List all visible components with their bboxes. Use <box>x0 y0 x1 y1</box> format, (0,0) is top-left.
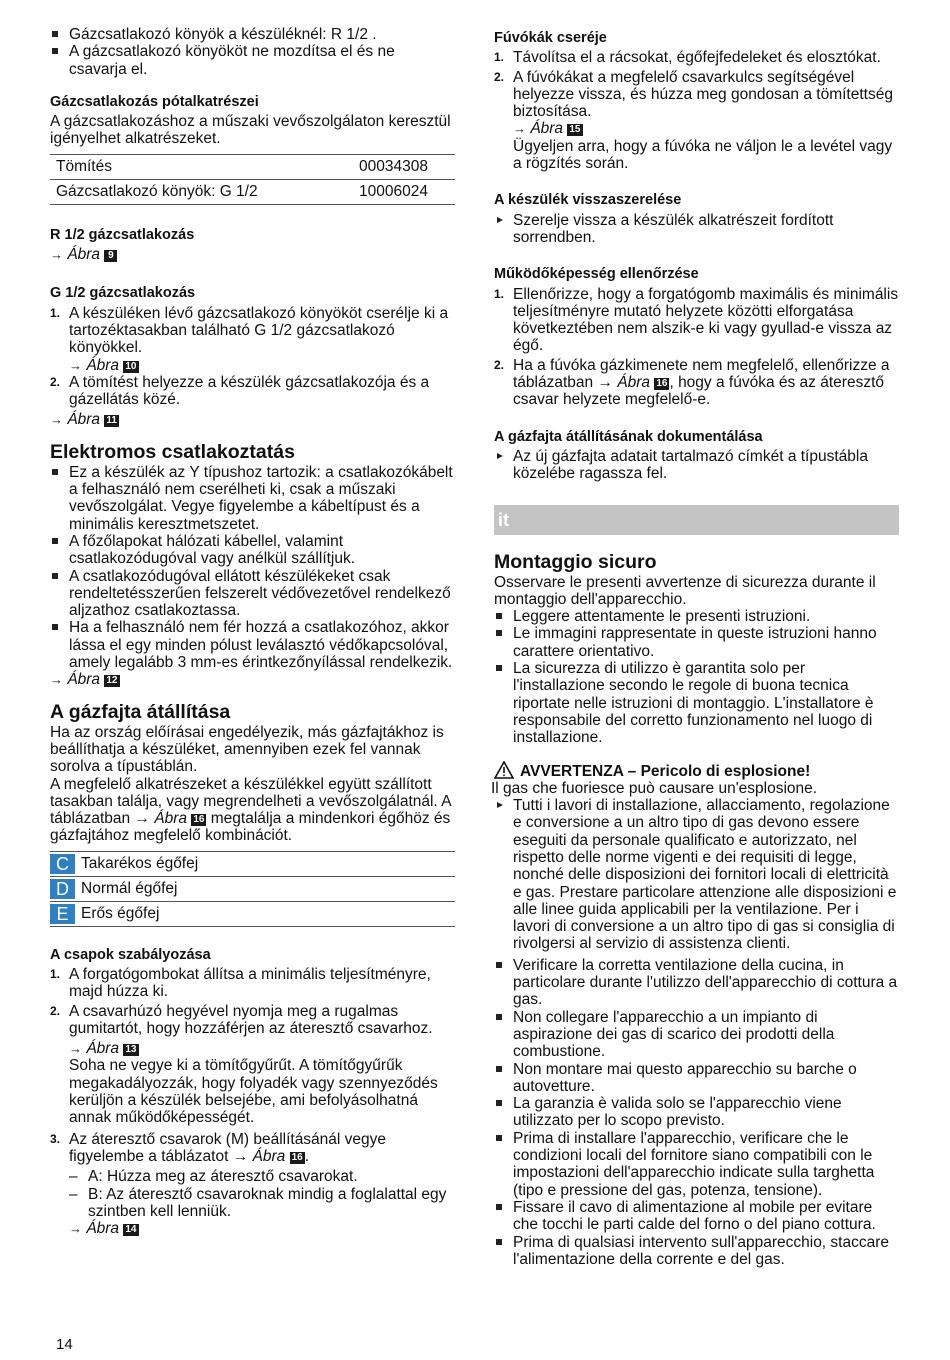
figure-number-badge: 15 <box>569 124 581 136</box>
list-item: La garanzia è valida solo se l'apparecchio viene utilizzato per lo scopo previsto. <box>494 1095 899 1130</box>
list-item <box>494 357 899 409</box>
g12-heading: G 1/2 gázcsatlakozás <box>50 285 196 302</box>
step-text: , hogy a fúvóka és az áteresztő csavar helyzete megfelelő-e. <box>513 374 884 409</box>
list-item: – A: Húzza meg az áteresztő csavarokat. <box>69 1168 455 1185</box>
step-text: . <box>304 1147 310 1165</box>
montaggio-heading: Montaggio sicuro <box>494 550 657 573</box>
list-item: Ez a készülék az Y típushoz tartozik: a csatlakozókábelt a felhasználó nem cserélheti ki, csak a műszaki vevőszolgálat. Vegye figyelembe a kábeltípust és a minimális keresztmetszetet. <box>50 464 455 533</box>
ref-label: Ábra <box>67 411 101 429</box>
spare-parts-table <box>50 154 455 205</box>
arrow-icon: → <box>50 672 63 688</box>
warning-title: AVVERTENZA – Pericolo di esplosione! <box>520 762 811 780</box>
list-item <box>50 966 455 1001</box>
documentation-list <box>494 448 899 483</box>
figure-reference <box>50 671 455 688</box>
part-number: 00034308 <box>353 154 455 179</box>
ref-label: Ábra <box>67 246 101 264</box>
ref-label: Ábra <box>86 1040 120 1058</box>
montaggio-list <box>494 608 899 746</box>
figure-number-badge: 16 <box>193 814 205 826</box>
table-row <box>50 154 455 179</box>
warning-icon <box>494 761 514 779</box>
figure-number-badge: 16 <box>291 1151 303 1163</box>
list-item: Non montare mai questo apparecchio su barche o autovetture. <box>494 1061 899 1096</box>
step-number: 2. <box>50 374 61 389</box>
burner-table <box>50 851 455 927</box>
figure-number-badge: 9 <box>104 250 117 262</box>
ref-label: Ábra <box>530 120 564 138</box>
burner-label: Takarékos égőfej <box>81 854 199 872</box>
montaggio-intro: Osservare le presenti avvertenze di sicurezza durante il montaggio dell'apparecchio. <box>494 573 876 608</box>
figure-reference <box>50 411 455 428</box>
part-name: Tömítés <box>50 154 353 179</box>
list-item <box>494 49 899 66</box>
arrow-icon: → <box>50 412 63 428</box>
step-number: 1. <box>494 286 505 301</box>
burner-label: Normál égőfej <box>81 879 178 897</box>
montaggio-list-2 <box>494 957 899 1268</box>
g12-steps <box>50 305 455 409</box>
list-item <box>50 374 455 409</box>
gas-conversion-para2 <box>50 776 455 845</box>
list-item: Gázcsatlakozó könyök a készüléknél: R 1/2 . <box>50 26 455 43</box>
step-text: A csavarhúzó hegyével nyomja meg a rugalmas gumitartót, hogy hozzáférjen az áteresztő csavarhoz. <box>69 1002 433 1037</box>
step-text: Az áteresztő csavarok (M) beállításánál vegye figyelembe a táblázatot → <box>69 1130 387 1165</box>
right-column <box>491 26 899 1268</box>
spare-parts-text: A gázcsatlakozáshoz a műszaki vevőszolgálaton keresztül igényelhet alkatrészeket. <box>50 113 451 148</box>
ref-label: Ábra <box>252 1147 286 1165</box>
ref-label: Ábra <box>67 671 101 689</box>
left-column <box>50 26 455 1237</box>
step-text: Távolítsa el a rácsokat, égőfejfedeleket és elosztókat. <box>513 49 881 67</box>
gas-conversion-heading: A gázfajta átállítása <box>50 700 231 723</box>
step-text: Ellenőrizze, hogy a forgatógomb maximális és minimális teljesítményre mutató helyzete közötti elforgatása következtében nem alszik-e ki vagy gyullad-e vissza az égő. <box>513 285 899 355</box>
burner-letter-badge: D <box>50 879 75 899</box>
step-text: A fúvókákat a megfelelő csavarkulcs segítségével helyezze vissza, és húzza meg gondosan a tömítettség biztosítása. <box>513 68 893 121</box>
figure-number-badge: 11 <box>106 415 117 427</box>
step-number: 2. <box>50 1003 61 1018</box>
figure-number-badge: 16 <box>656 378 668 390</box>
table-row <box>50 901 455 926</box>
electrical-list <box>50 464 455 672</box>
list-item: Le immagini rappresentate in queste istruzioni hanno carattere orientativo. <box>494 625 899 660</box>
list-item: Non collegare l'apparecchio a un impianto di aspirazione dei gas di scarico dei prodotti della combustione. <box>494 1009 899 1061</box>
burner-cell <box>50 851 455 876</box>
step-number: 3. <box>50 1131 61 1146</box>
documentation-heading: A gázfajta átállításának dokumentálása <box>494 428 763 445</box>
ref-label: Ábra <box>154 810 188 828</box>
figure-number-badge: 14 <box>125 1224 137 1236</box>
figure-number-badge: 10 <box>125 360 137 372</box>
reassembly-list <box>494 212 899 247</box>
arrow-icon: → <box>69 1041 82 1057</box>
spare-parts-heading: Gázcsatlakozás pótalkatrészei <box>50 93 259 110</box>
list-item <box>494 286 899 355</box>
list-item: Verificare la corretta ventilazione della cucina, in particolare durante l'utilizzo dell'apparecchio di cottura a gas. <box>494 957 899 1009</box>
r12-heading: R 1/2 gázcsatlakozás <box>50 226 195 243</box>
list-item: Ha a felhasználó nem fér hozzá a csatlakozóhoz, akkor lássa el egy minden pólust leválasztó védőkapcsolóval, amely legalább 3 mm-es érintkezőnyílással rendelkezik. <box>50 619 455 671</box>
list-item: Az új gázfajta adatait tartalmazó címkét a típustábla közelébe ragassza fel. <box>494 448 899 483</box>
list-item: Prima di installare l'apparecchio, verificare che le condizioni locali del fornitore siano compatibili con le impostazioni dell'apparecchio indicate sulla targhetta (tipo e pressione del gas, potenza, tensione). <box>494 1130 899 1199</box>
ref-label: Ábra <box>86 356 120 374</box>
gas-conversion-para1: Ha az ország előírásai engedélyezik, más gázfajtákhoz is beállíthatja a készüléket, amennyiben ezek fel vannak sorolva a típustáblán. <box>50 723 444 776</box>
step-note: Soha ne vegye ki a tömítőgyűrűt. A tömítőgyűrűk megakadályozzák, hogy folyadék vagy szennyeződés kerüljön a készülék belsejébe, ami befolyásolhatná annak működőképességét. <box>69 1057 438 1127</box>
para-text: A megfelelő alkatrészeket a készülékkel együtt szállított tasakban találja, vagy megrendelheti a vevőszolgálatnál. A táblázatban → <box>50 775 451 828</box>
arrow-icon: → <box>69 1221 82 1237</box>
intro-list <box>50 26 455 78</box>
list-item: A főzőlapokat hálózati kábellel, valamint csatlakozódugóval vagy anélkül szállítjuk. <box>50 533 455 568</box>
list-item: Fissare il cavo di alimentazione al mobile per evitare che tocchi le parti calde del forno o del piano cottura. <box>494 1199 899 1234</box>
figure-reference <box>50 246 455 263</box>
list-item: Tutti i lavori di installazione, allacciamento, regolazione e conversione a un altro tipo di gas devono essere eseguiti da personale qualificato e autorizzato, nel rispetto delle norme vigenti e dei requisiti di legge, nonché delle disposizioni dei fornitori locali di elettricità e gas. Prestare particolare attenzione alle disposizioni e alle linee guida applicabili per la ventilazione. Per i lavori di conversione a un altro tipo di gas si consiglia di rivolgersi al servizio di assistenza clienti. <box>494 797 899 953</box>
arrow-icon: → <box>69 357 82 373</box>
warning-text: Il gas che fuoriesce può causare un'esplosione. <box>491 779 818 797</box>
arrow-icon: → <box>513 121 526 137</box>
list-item: – B: Az áteresztő csavaroknak mindig a foglalattal egy szintben kell lenniük. <box>69 1186 455 1221</box>
step-number: 2. <box>494 69 505 84</box>
nozzles-steps <box>494 49 899 172</box>
part-number: 10006024 <box>353 179 455 204</box>
arrow-icon: → <box>50 247 63 263</box>
step-number: 1. <box>50 966 61 981</box>
list-item <box>50 1003 455 1127</box>
step-text: A készüléken lévő gázcsatlakozó könyököt cserélje ki a tartozéktasakban található G 1/2 gázcsatlakozó könyökkel. <box>69 304 449 357</box>
list-item: Szerelje vissza a készülék alkatrészeit fordított sorrendben. <box>494 212 899 247</box>
warning-list <box>494 797 899 953</box>
ref-label: Ábra <box>617 374 651 392</box>
function-check-heading: Működőképesség ellenőrzése <box>494 266 699 283</box>
table-row <box>50 851 455 876</box>
step-text: Ha a fúvóka gázkimenete nem megfelelő, ellenőrizze a táblázatban → <box>513 356 890 392</box>
table-row <box>50 179 455 204</box>
language-bar: it <box>494 505 899 535</box>
figure-number-badge: 13 <box>125 1044 137 1056</box>
step-number: 2. <box>494 357 505 372</box>
step-note: Ügyeljen arra, hogy a fúvóka ne váljon le a levétel vagy a rögzítés során. <box>513 137 893 173</box>
function-check-steps <box>494 286 899 409</box>
burner-letter-badge: C <box>50 854 75 874</box>
list-item: Prima di qualsiasi intervento sull'apparecchio, staccare l'alimentazione della corrente e del gas. <box>494 1234 899 1269</box>
burner-cell <box>50 901 455 926</box>
dash-list <box>69 1168 455 1220</box>
burner-letter-badge: E <box>50 904 75 924</box>
list-item: La sicurezza di utilizzo è garantita solo per l'installazione secondo le regole di buona tecnica riportate nelle istruzioni di montaggio. L'installatore è responsabile del corretto funzionamento nel luogo di installazione. <box>494 660 899 746</box>
burner-label: Erős égőfej <box>81 904 160 922</box>
reassembly-heading: A készülék visszaszerelése <box>494 192 682 209</box>
step-text: A tömítést helyezze a készülék gázcsatlakozója és a gázellátás közé. <box>69 373 430 409</box>
table-row <box>50 876 455 901</box>
list-item: A csatlakozódugóval ellátott készülékeket csak rendeltetésszerűen felszerelt védővezetővel rendelkező aljzathoz csatlakoztassa. <box>50 568 455 620</box>
step-number: 1. <box>50 305 61 320</box>
list-item <box>50 1131 455 1238</box>
list-item <box>50 305 455 374</box>
part-name: Gázcsatlakozó könyök: G 1/2 <box>50 179 353 204</box>
valves-heading: A csapok szabályozása <box>50 946 211 963</box>
list-item: A gázcsatlakozó könyököt ne mozdítsa el és ne csavarja el. <box>50 43 455 78</box>
warning-heading <box>494 761 899 780</box>
figure-number-badge: 12 <box>106 675 118 687</box>
burner-cell <box>50 876 455 901</box>
step-text: A forgatógombokat állítsa a minimális teljesítményre, majd húzza ki. <box>69 965 431 1001</box>
nozzles-heading: Fúvókák cseréje <box>494 30 607 46</box>
list-item <box>494 69 899 173</box>
ref-label: Ábra <box>86 1220 120 1238</box>
page-number: 14 <box>56 1336 73 1353</box>
list-item: Leggere attentamente le presenti istruzioni. <box>494 608 899 625</box>
electrical-heading: Elektromos csatlakoztatás <box>50 440 295 463</box>
para-text: megtalálja a mindenkori égőhöz és gázfajtához megfelelő kombinációt. <box>50 810 451 845</box>
valves-steps <box>50 966 455 1237</box>
step-number: 1. <box>494 50 505 65</box>
